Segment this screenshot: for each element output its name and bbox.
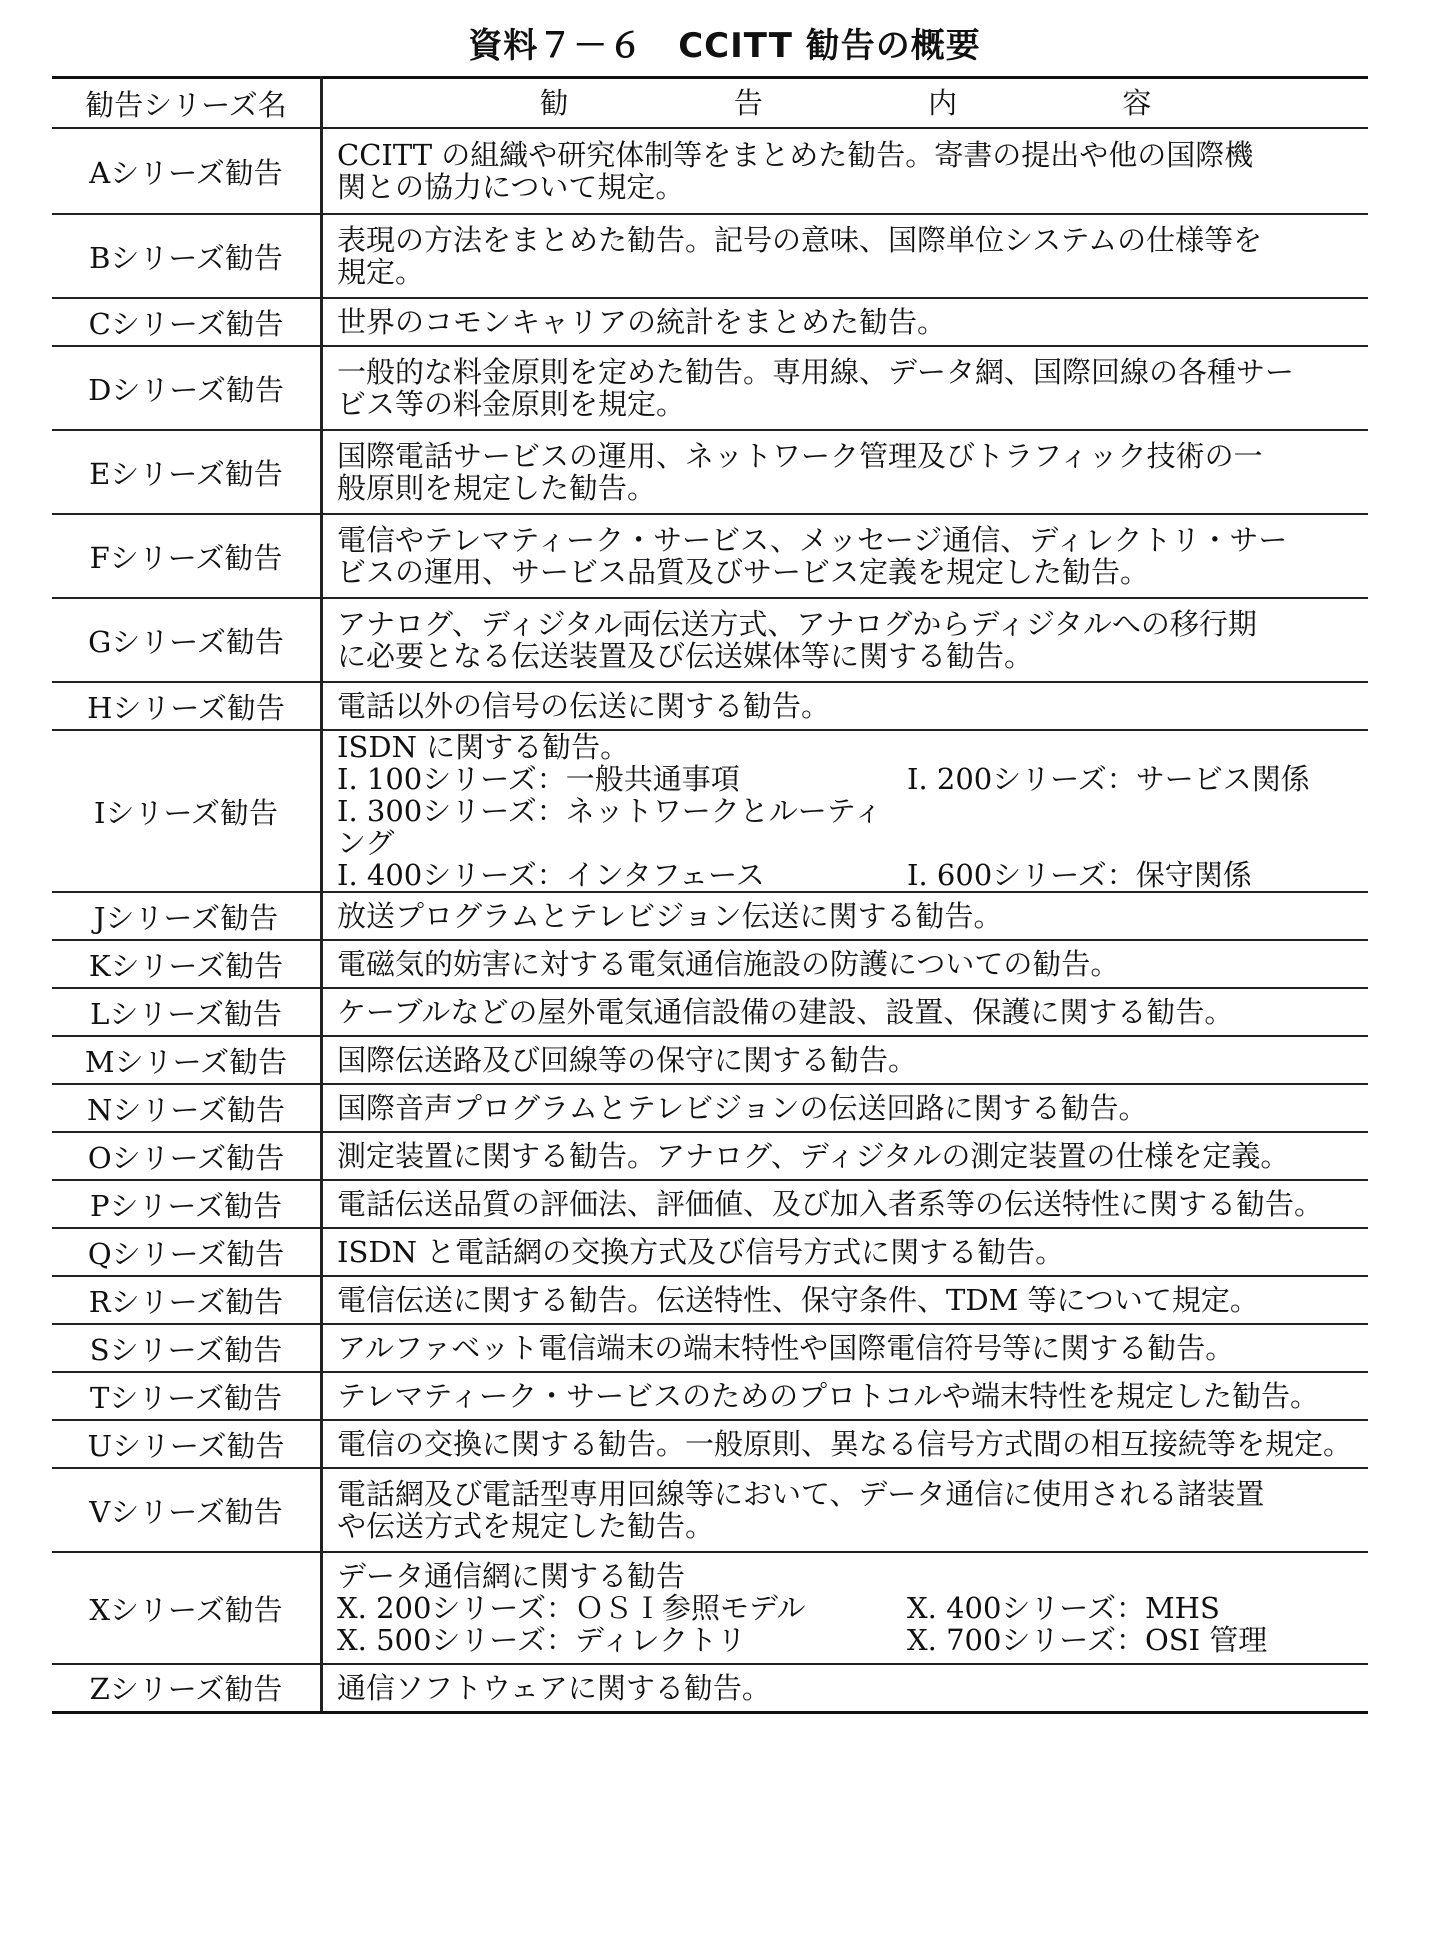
table-row	[52, 298, 1368, 346]
description-line: 規定。	[337, 255, 425, 289]
series-description	[322, 1552, 1369, 1664]
description-line: 電話以外の信号の伝送に関する勧告。	[337, 689, 831, 723]
description-line: 電信やテレマティーク・サービス、メッセージ通信、ディレクトリ・サー	[337, 523, 1288, 557]
description-line: CCITT の組織や研究体制等をまとめた勧告。寄書の提出や他の国際機	[337, 138, 1254, 172]
series-name: Qシリーズ勧告	[52, 1228, 322, 1276]
table-row	[52, 1132, 1368, 1180]
series-name: Hシリーズ勧告	[52, 682, 322, 730]
series-description	[322, 1372, 1369, 1420]
series-name: Eシリーズ勧告	[52, 430, 322, 514]
description-line: 測定装置に関する勧告。アナログ、ディジタルの測定装置の仕様を定義。	[337, 1139, 1290, 1173]
series-description	[322, 1180, 1369, 1228]
series-name: Cシリーズ勧告	[52, 298, 322, 346]
document-title: 資料７－６ CCITT 勧告の概要	[468, 26, 981, 66]
header-char: 容	[1122, 86, 1152, 120]
table-row	[52, 1664, 1368, 1712]
header-char: 勧	[539, 86, 569, 120]
description-line: 電話網及び電話型専用回線等において、データ通信に使用される諸装置	[337, 1477, 1265, 1511]
table-row	[52, 1324, 1368, 1372]
series-description	[322, 598, 1369, 682]
description-line: 国際電話サービスの運用、ネットワーク管理及びトラフィック技術の一	[337, 439, 1263, 473]
table-row	[52, 514, 1368, 598]
table-row	[52, 598, 1368, 682]
sub-series-right: I. 200シリーズ：サービス関係	[907, 762, 1310, 796]
series-description	[322, 514, 1369, 598]
description-intro: ISDN に関する勧告。	[337, 730, 630, 764]
header-char: 内	[928, 86, 958, 120]
table-row	[52, 1372, 1368, 1420]
table-row	[52, 346, 1368, 430]
recommendations-table	[52, 76, 1368, 1714]
series-description	[322, 214, 1369, 298]
series-name: Pシリーズ勧告	[52, 1180, 322, 1228]
table-body	[52, 128, 1368, 1712]
description-line: ケーブルなどの屋外電気通信設備の建設、設置、保護に関する勧告。	[337, 995, 1234, 1029]
series-name: Iシリーズ勧告	[52, 730, 322, 892]
table-row	[52, 988, 1368, 1036]
sub-series-left: X. 500シリーズ：ディレクトリ	[337, 1623, 747, 1657]
series-description	[322, 730, 1369, 892]
description-line: 国際伝送路及び回線等の保守に関する勧告。	[337, 1043, 918, 1077]
table-row	[52, 214, 1368, 298]
series-description	[322, 1132, 1369, 1180]
sub-series-line	[337, 795, 1354, 859]
series-name: Vシリーズ勧告	[52, 1468, 322, 1552]
series-description	[322, 940, 1369, 988]
description-line: 一般的な料金原則を定めた勧告。専用線、データ網、国際回線の各種サー	[337, 355, 1295, 389]
series-description	[322, 1084, 1369, 1132]
description-line: 電信の交換に関する勧告。一般原則、異なる信号方式間の相互接続等を規定。	[337, 1427, 1353, 1461]
series-description	[322, 346, 1369, 430]
series-description	[322, 1228, 1369, 1276]
sub-series-line	[337, 859, 1354, 891]
table-row	[52, 1552, 1368, 1664]
series-description	[322, 1468, 1369, 1552]
description-line: 般原則を規定した勧告。	[337, 471, 657, 505]
description-line: ビス等の料金原則を規定。	[337, 387, 686, 421]
sub-series-left: I. 100シリーズ：一般共通事項	[337, 762, 740, 796]
sub-series-right: X. 400シリーズ：MHS	[907, 1591, 1220, 1625]
header-series-name: 勧告シリーズ名	[52, 78, 322, 129]
table-row	[52, 892, 1368, 940]
series-name: Rシリーズ勧告	[52, 1276, 322, 1324]
description-line: に必要となる伝送装置及び伝送媒体等に関する勧告。	[337, 639, 1034, 673]
series-description	[322, 988, 1369, 1036]
description-line: 国際音声プログラムとテレビジョンの伝送回路に関する勧告。	[337, 1091, 1148, 1125]
series-description	[322, 1324, 1369, 1372]
description-line: 表現の方法をまとめた勧告。記号の意味、国際単位システムの仕様等を	[337, 223, 1263, 257]
series-description	[322, 1420, 1369, 1468]
series-description	[322, 298, 1369, 346]
series-description	[322, 128, 1369, 214]
series-name: Aシリーズ勧告	[52, 128, 322, 214]
table-row	[52, 1276, 1368, 1324]
series-name: Lシリーズ勧告	[52, 988, 322, 1036]
description-intro: データ通信網に関する勧告	[337, 1559, 686, 1593]
sub-series-left: I. 400シリーズ：インタフェース	[337, 858, 765, 892]
description-line: 電話伝送品質の評価法、評価値、及び加入者系等の伝送特性に関する勧告。	[337, 1187, 1324, 1221]
description-line: 関との協力について規定。	[337, 170, 685, 204]
table-row	[52, 940, 1368, 988]
series-name: Mシリーズ勧告	[52, 1036, 322, 1084]
header-content	[322, 78, 1369, 129]
sub-series-right: I. 600シリーズ：保守関係	[907, 858, 1252, 892]
sub-series-line	[337, 763, 1354, 795]
series-name: Dシリーズ勧告	[52, 346, 322, 430]
sub-series-line	[337, 1592, 1354, 1624]
description-line: や伝送方式を規定した勧告。	[337, 1509, 715, 1543]
sub-series-right: X. 700シリーズ：OSI 管理	[907, 1623, 1268, 1657]
sub-series-left: X. 200シリーズ：ＯＳＩ参照モデル	[337, 1591, 806, 1625]
table-row	[52, 1420, 1368, 1468]
description-line: 通信ソフトウェアに関する勧告。	[337, 1670, 771, 1705]
table-row	[52, 682, 1368, 730]
table-row	[52, 1468, 1368, 1552]
series-description	[322, 1664, 1369, 1712]
series-name: Fシリーズ勧告	[52, 514, 322, 598]
header-char: 告	[733, 86, 763, 120]
series-name: Bシリーズ勧告	[52, 214, 322, 298]
series-name: Oシリーズ勧告	[52, 1132, 322, 1180]
series-name: Kシリーズ勧告	[52, 940, 322, 988]
series-description	[322, 892, 1369, 940]
series-description	[322, 682, 1369, 730]
description-line: アルファベット電信端末の端末特性や国際電信符号等に関する勧告。	[337, 1331, 1235, 1365]
description-line: テレマティーク・サービスのためのプロトコルや端末特性を規定した勧告。	[337, 1379, 1319, 1413]
table-header-row	[52, 78, 1368, 129]
description-line: 電磁気的妨害に対する電気通信施設の防護についての勧告。	[337, 947, 1120, 981]
series-description	[322, 430, 1369, 514]
table-row	[52, 730, 1368, 892]
series-name: Jシリーズ勧告	[52, 892, 322, 940]
series-description	[322, 1276, 1369, 1324]
series-description	[322, 1036, 1369, 1084]
series-name: Xシリーズ勧告	[52, 1552, 322, 1664]
table-row	[52, 1180, 1368, 1228]
table-row	[52, 1084, 1368, 1132]
sub-series-line	[337, 1624, 1354, 1656]
series-name: Gシリーズ勧告	[52, 598, 322, 682]
description-line: ビスの運用、サービス品質及びサービス定義を規定した勧告。	[337, 555, 1150, 589]
table-row	[52, 1036, 1368, 1084]
table-row	[52, 1228, 1368, 1276]
table-row	[52, 430, 1368, 514]
description-line: 放送プログラムとテレビジョン伝送に関する勧告。	[337, 899, 1003, 933]
description-line: アナログ、ディジタル両伝送方式、アナログからディジタルへの移行期	[337, 607, 1257, 641]
description-line: 電信伝送に関する勧告。伝送特性、保守条件、TDM 等について規定。	[337, 1283, 1259, 1317]
series-name: Uシリーズ勧告	[52, 1420, 322, 1468]
sub-series-left: I. 300シリーズ：ネットワークとルーティング	[337, 794, 883, 860]
description-line: 世界のコモンキャリアの統計をまとめた勧告。	[337, 305, 947, 339]
series-name: Sシリーズ勧告	[52, 1324, 322, 1372]
series-name: Tシリーズ勧告	[52, 1372, 322, 1420]
series-name: Zシリーズ勧告	[52, 1664, 322, 1712]
series-name: Nシリーズ勧告	[52, 1084, 322, 1132]
table-row	[52, 128, 1368, 214]
description-line: ISDN と電話網の交換方式及び信号方式に関する勧告。	[337, 1235, 1065, 1269]
